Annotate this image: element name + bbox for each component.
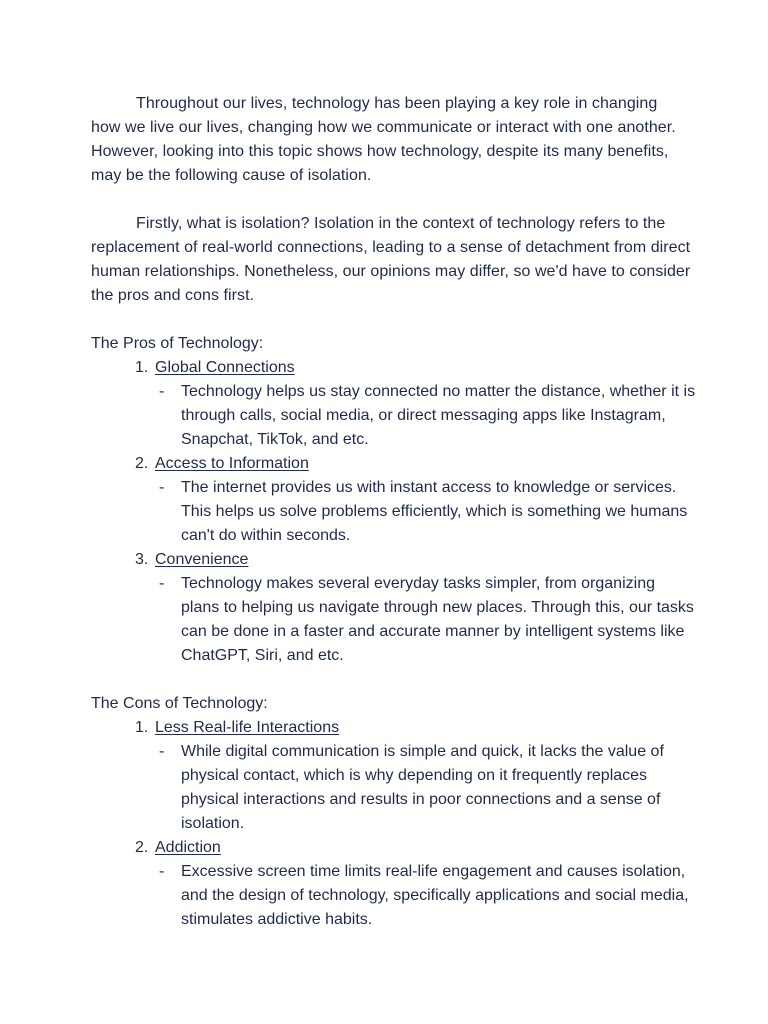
item-detail [91, 572, 696, 668]
item-detail-text: Technology helps us stay connected no matter the distance, whether it is through calls, social media, or direct messaging apps like Instagram, Snapchat, TikTok, and etc. [181, 383, 696, 448]
intro-paragraph-1: Throughout our lives, technology has been playing a key role in changing how we live our lives, changing how we communicate or interact with one another. However, looking into this topic shows how technology, despite its many benefits, may be the following cause of isolation. [91, 95, 676, 184]
cons-heading: The Cons of Technology: [91, 695, 268, 712]
item-detail-text: While digital communication is simple and quick, it lacks the value of physical contact, which is why depending on it frequently replaces physical interactions and results in poor connections and a sense of isolation. [181, 743, 664, 832]
item-number: 1. [135, 719, 149, 736]
cons-list-item [91, 836, 691, 932]
item-detail-text: The internet provides us with instant access to knowledge or services. This helps us solve problems efficiently, which is something we humans can't do within seconds. [181, 479, 688, 544]
numbered-item [91, 548, 691, 572]
numbered-item [91, 836, 691, 860]
item-title: Less Real-life Interactions [155, 719, 340, 736]
dash-bullet: - [159, 383, 165, 400]
item-number: 2. [135, 839, 149, 856]
item-detail [91, 860, 696, 932]
item-number: 1. [135, 359, 149, 376]
item-number: 2. [135, 455, 149, 472]
numbered-item [91, 716, 691, 740]
pros-list-item [91, 452, 691, 548]
item-detail-text: Excessive screen time limits real-life engagement and causes isolation, and the design of technology, specifically applications and social media, stimulates addictive habits. [181, 863, 689, 928]
dash-bullet: - [159, 863, 165, 880]
paragraph-gap [91, 308, 691, 332]
cons-list-item [91, 716, 691, 836]
item-title: Access to Information [155, 455, 309, 472]
item-title: Convenience [155, 551, 249, 568]
dash-bullet: - [159, 743, 165, 760]
pros-section [91, 332, 696, 668]
pros-list-item [91, 356, 696, 452]
item-detail [91, 380, 696, 452]
dash-bullet: - [159, 575, 165, 592]
item-detail [91, 476, 696, 548]
paragraph-gap [91, 188, 691, 212]
dash-bullet: - [159, 479, 165, 496]
numbered-item [91, 452, 691, 476]
item-title: Addiction [155, 839, 221, 856]
item-detail [91, 740, 696, 836]
cons-section [91, 692, 691, 932]
item-title: Global Connections [155, 359, 295, 376]
pros-heading: The Pros of Technology: [91, 335, 264, 352]
section-gap [91, 668, 691, 692]
item-detail-text: Technology makes several everyday tasks simpler, from organizing plans to helping us navigate through new places. Through this, our tasks can be done in a faster and accurate manner by intelligent systems like ChatGPT, Siri, and etc. [181, 575, 694, 664]
document-page [91, 92, 696, 932]
intro-paragraph-2: Firstly, what is isolation? Isolation in the context of technology refers to the replacement of real-world connections, leading to a sense of detachment from direct human relationships. Nonetheless, our opinions may differ, so we'd have to consider the pros and cons first. [91, 215, 691, 304]
item-number: 3. [135, 551, 149, 568]
pros-list-item [91, 548, 694, 668]
numbered-item [91, 356, 691, 380]
